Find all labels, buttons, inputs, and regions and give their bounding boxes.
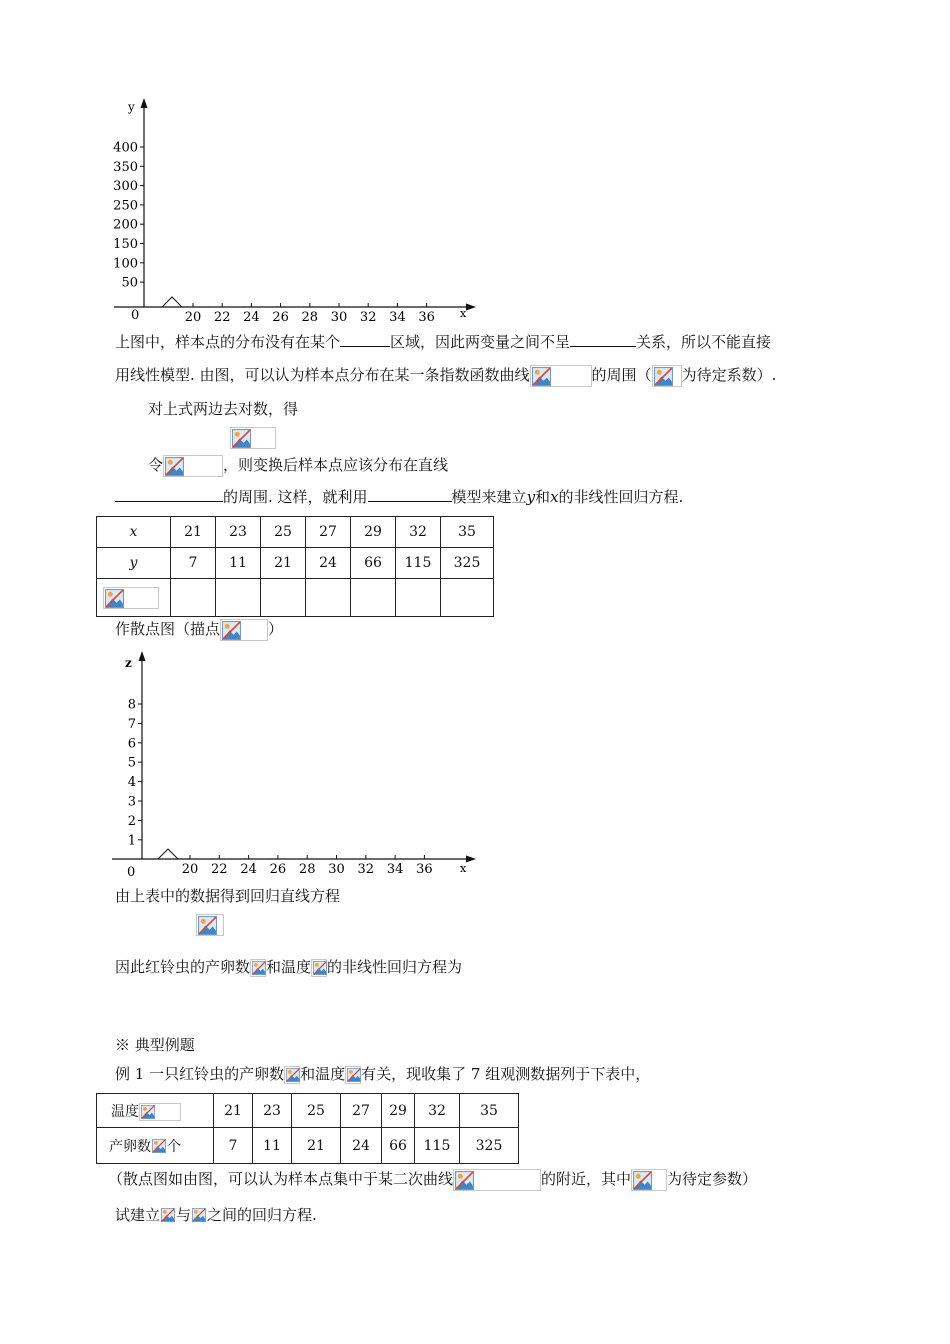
- table-cell-empty[interactable]: [171, 579, 216, 617]
- row-label-temp-text: 温度: [111, 1103, 139, 1120]
- table-cell: 32: [396, 517, 441, 548]
- formula-image-icon: [311, 959, 327, 977]
- data-table-xy: [96, 516, 494, 617]
- scatter-caption: [115, 618, 283, 641]
- y-tick-label: 200: [113, 217, 138, 233]
- p4-text-b: 模型来建立: [451, 488, 527, 506]
- x-tick-label: 20: [184, 310, 202, 325]
- table-cell: 27: [341, 1094, 382, 1128]
- table-cell: 29: [351, 517, 396, 548]
- y-tick-label: 7: [127, 716, 136, 732]
- p1-text-f: 为待定系数）.: [681, 366, 777, 384]
- data-table-temp-eggs: [96, 1093, 519, 1164]
- y-tick-label: 250: [113, 198, 138, 214]
- formula-image-icon: [453, 1169, 541, 1191]
- table-cell-empty[interactable]: [441, 579, 494, 617]
- chart1-x-label: x: [460, 307, 467, 320]
- p7-text-c: 为待定参数）: [667, 1170, 758, 1188]
- formula-image-icon: [530, 365, 592, 387]
- table-cell: 11: [253, 1128, 292, 1164]
- table-cell: 66: [351, 548, 396, 579]
- p4-text-a: 的周围. 这样，就利用: [223, 488, 368, 506]
- table-cell: 25: [292, 1094, 341, 1128]
- formula-image-icon: [151, 1138, 167, 1156]
- p6-text-c: 的非线性回归方程为: [327, 958, 463, 976]
- p1-text-e: 的周围（: [591, 366, 652, 384]
- p4-text-d: 和: [535, 488, 551, 506]
- chart2-x-label: x: [460, 862, 467, 875]
- scatter-caption-a: 作散点图（描点: [115, 620, 221, 638]
- chart2-y-axis: [139, 651, 146, 859]
- x-tick-label: 28: [301, 310, 319, 325]
- scatter-caption-b: ）: [268, 620, 284, 638]
- paragraph-substitution: [148, 454, 448, 477]
- x-tick-label: 36: [416, 862, 433, 877]
- formula-image-icon: [345, 1066, 361, 1084]
- formula-image-icon: [191, 1207, 207, 1225]
- chart2-origin: 0: [127, 865, 136, 880]
- table-cell: 23: [216, 517, 261, 548]
- y-tick-label: 100: [113, 256, 138, 272]
- table-cell: 35: [460, 1094, 519, 1128]
- table-row: [97, 517, 494, 548]
- formula-image-icon: [160, 1207, 176, 1225]
- x-tick-label: 20: [181, 862, 199, 877]
- x-tick-label: 22: [213, 310, 231, 325]
- p4-text-f: 的非线性回归方程.: [558, 488, 684, 506]
- table-cell: 66: [382, 1128, 415, 1164]
- ex1-text-a: 例 1 一只红铃虫的产卵数: [115, 1065, 285, 1083]
- blank-relation[interactable]: [570, 332, 636, 347]
- table-cell-empty[interactable]: [306, 579, 351, 617]
- table-cell: 11: [216, 548, 261, 579]
- p3-text-b: ，则变换后样本点应该分布在直线: [223, 456, 449, 474]
- chart1-axis-break: [162, 297, 182, 307]
- y-tick-label: 1: [127, 833, 136, 849]
- section-title: ※ 典型例题: [115, 1036, 195, 1054]
- y-tick-label: 350: [113, 159, 138, 175]
- table-cell: 24: [306, 548, 351, 579]
- x-tick-label: 26: [269, 862, 287, 877]
- p6-text-b: 和温度: [266, 958, 312, 976]
- formula-image-icon: [139, 1103, 181, 1121]
- y-tick-label: 8: [127, 697, 136, 713]
- formula-image-icon: [163, 455, 223, 477]
- table-cell: 29: [382, 1094, 415, 1128]
- y-tick-label: 2: [127, 813, 136, 829]
- p7-text-a: （散点图如由图，可以认为样本点集中于某二次曲线: [108, 1170, 454, 1188]
- table-row: [97, 1128, 519, 1164]
- paragraph-nonlinear-eq: [115, 956, 462, 978]
- table-cell: 115: [396, 548, 441, 579]
- table-cell: 21: [261, 548, 306, 579]
- table-cell: 7: [171, 548, 216, 579]
- p1-text-d: 用线性模型. 由图，可以认为样本点分布在某一条指数函数曲线: [115, 366, 530, 384]
- ex1-text-c: 有关，现收集了 7 组观测数据列于下表中，: [361, 1065, 651, 1083]
- x-tick-label: 26: [272, 310, 289, 325]
- table-cell: 325: [460, 1128, 519, 1164]
- table-cell: 24: [341, 1128, 382, 1164]
- y-tick-label: 300: [113, 179, 138, 195]
- chart1-origin: 0: [131, 308, 140, 323]
- x-tick-label: 22: [211, 862, 228, 877]
- row-label-temp: [97, 1094, 214, 1128]
- blank-model[interactable]: [368, 487, 452, 502]
- p4-var-y: y: [526, 488, 536, 506]
- x-tick-label: 34: [389, 310, 406, 325]
- row-label-x: x: [97, 517, 171, 548]
- chart2-axis-break: [158, 849, 178, 859]
- paragraph-take-log: 对上式两边去对数，得: [148, 400, 299, 418]
- p4-var-x: x: [550, 488, 559, 506]
- formula-image-icon: [652, 365, 682, 387]
- y-tick-label: 50: [121, 275, 138, 291]
- table-cell: 7: [214, 1128, 253, 1164]
- y-tick-label: 6: [127, 736, 136, 752]
- formula-image-icon: [103, 587, 159, 609]
- table-cell: 21: [171, 517, 216, 548]
- table-cell: 325: [441, 548, 494, 579]
- formula-image-icon: [220, 619, 268, 641]
- table-cell: 115: [415, 1128, 460, 1164]
- ex1-text-b: 和温度: [300, 1065, 346, 1083]
- y-tick-label: 5: [127, 755, 136, 771]
- table-cell-empty[interactable]: [216, 579, 261, 617]
- row-label-eggs-unit: 个: [167, 1138, 181, 1155]
- p8-text-b: 与: [176, 1206, 192, 1224]
- x-tick-label: 36: [418, 310, 435, 325]
- row-label-y: y: [97, 548, 171, 579]
- p6-text-a: 因此红铃虫的产卵数: [115, 958, 251, 976]
- formula-image-icon: [284, 1066, 300, 1084]
- p7-text-b: 的附近，其中: [541, 1170, 632, 1188]
- table-cell: 25: [261, 517, 306, 548]
- p8-text-c: 之间的回归方程.: [207, 1206, 317, 1224]
- row-label-eggs-text: 产卵数: [109, 1138, 151, 1155]
- blank-region[interactable]: [340, 332, 390, 347]
- x-tick-label: 34: [386, 862, 404, 877]
- y-tick-label: 4: [127, 775, 136, 791]
- table-row: [97, 548, 494, 579]
- formula-image-icon: [230, 427, 276, 449]
- table-cell-empty[interactable]: [261, 579, 306, 617]
- table-cell: 21: [214, 1094, 253, 1128]
- paragraph-regression-line: 由上表中的数据得到回归直线方程: [115, 887, 341, 905]
- table-cell-empty[interactable]: [351, 579, 396, 617]
- x-tick-label: 30: [330, 310, 348, 325]
- log-scatter-axes: [108, 648, 488, 880]
- chart1-y-label: y: [128, 100, 135, 114]
- formula-image-icon: [631, 1169, 667, 1191]
- table-row: [97, 1094, 519, 1128]
- table-cell: 35: [441, 517, 494, 548]
- table-row: [97, 579, 494, 617]
- x-tick-label: 30: [328, 862, 345, 877]
- x-tick-label: 32: [357, 862, 375, 877]
- p1-text-c: 关系，所以不能直接: [636, 333, 772, 351]
- exponential-scatter-axes: [108, 95, 488, 325]
- p1-text-b: 区域，因此两变量之间不呈: [390, 333, 571, 351]
- p8-text-a: 试建立: [115, 1206, 161, 1224]
- row-label-eggs: [97, 1128, 214, 1164]
- chart2-y-label: z: [125, 656, 132, 670]
- chart1-y-axis: [141, 98, 148, 307]
- x-tick-label: 24: [243, 310, 260, 325]
- row-label-z: [97, 579, 171, 617]
- p3-text-a: 令: [148, 456, 164, 474]
- paragraph-model: [115, 486, 683, 508]
- example-1-statement: [115, 1063, 650, 1085]
- x-tick-label: 24: [240, 862, 257, 877]
- y-tick-label: 3: [127, 794, 136, 810]
- table-cell: 23: [253, 1094, 292, 1128]
- table-cell-empty[interactable]: [396, 579, 441, 617]
- y-tick-label: 400: [113, 140, 138, 156]
- formula-image-icon: [250, 959, 266, 977]
- table-cell: 32: [415, 1094, 460, 1128]
- formula-image-icon: [196, 914, 224, 936]
- paragraph-exponential: [115, 364, 776, 387]
- paragraph-task: [115, 1204, 317, 1226]
- paragraph-distribution: [115, 331, 771, 353]
- table-cell: 27: [306, 517, 351, 548]
- y-tick-label: 150: [113, 237, 138, 252]
- x-tick-label: 32: [359, 310, 377, 325]
- x-tick-label: 28: [298, 862, 316, 877]
- table-cell: 21: [292, 1128, 341, 1164]
- blank-line-eq[interactable]: [115, 487, 223, 502]
- paragraph-quadratic: [108, 1168, 757, 1191]
- p1-text-a: 上图中，样本点的分布没有在某个: [115, 333, 341, 351]
